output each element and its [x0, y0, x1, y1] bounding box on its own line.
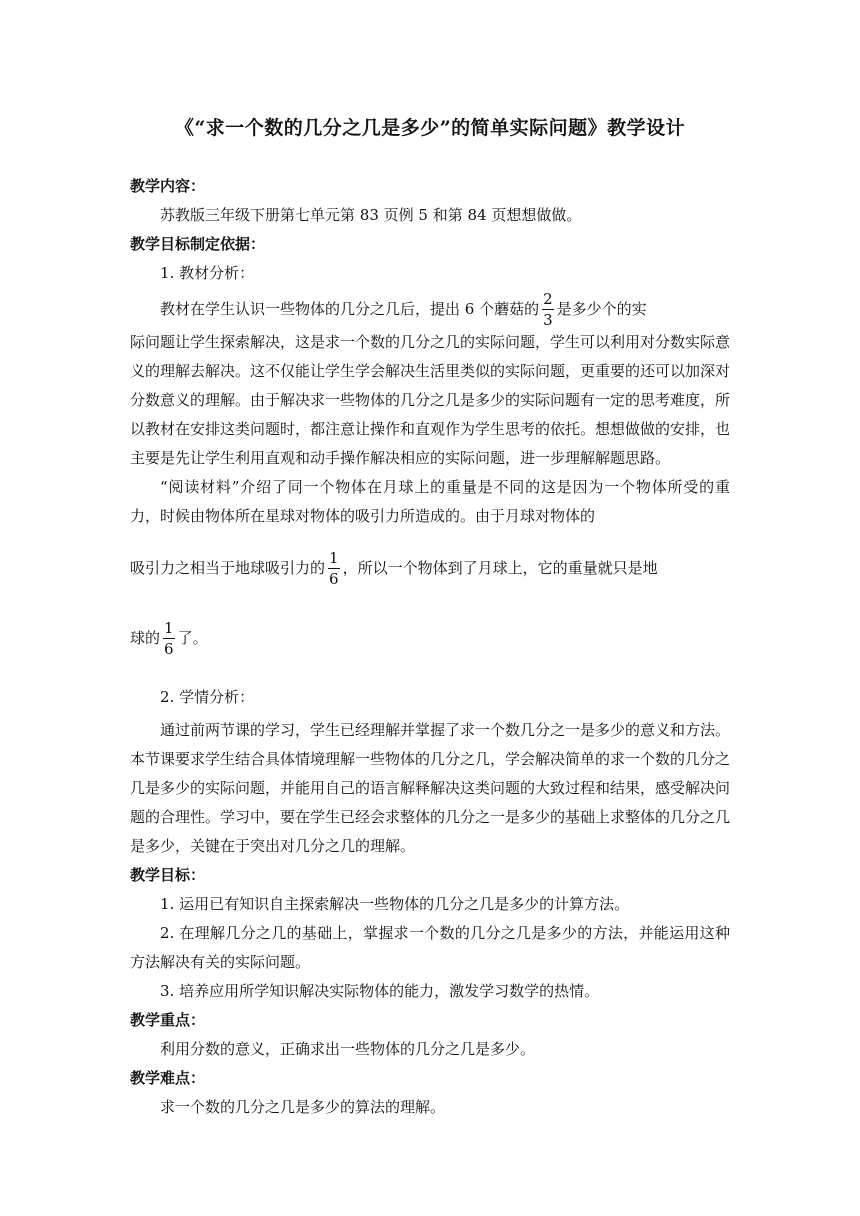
textbook-text-before: 教材在学生认识一些物体的几分之几后，提出 6 个蘑菇的 — [160, 300, 540, 318]
reading-text-before-2: 球的 — [130, 629, 161, 647]
fraction-numerator: 1 — [329, 549, 339, 567]
fraction-denominator: 3 — [543, 311, 553, 329]
key-text: 利用分数的意义，正确求出一些物体的几分之几是多少。 — [160, 1040, 536, 1058]
reading-paragraph: “阅读材料”介绍了同一个物体在月球上的重量是不同的这是因为一个物体所受的重力，时候由物体所在星球对物体的吸引力所造成的。由于月球对物体的 — [130, 478, 730, 525]
reading-text-after-2: 了。 — [177, 629, 208, 647]
fraction-one-sixth-2 — [163, 621, 175, 657]
goal-item-2: 2. 在理解几分之几的基础上，掌握求一个数的几分之几是多少的方法，并能运用这种方法解决有关的实际问题。 — [130, 924, 730, 971]
fraction-numerator: 1 — [164, 619, 174, 637]
content-text: 苏教版三年级下册第七单元第 83 页例 5 和第 84 页想想做做。 — [160, 206, 582, 224]
learning-paragraph: 通过前两节课的学习，学生已经理解并掌握了求一个数几分之一是多少的意义和方法。本节课要求学生结合具体情境理解一些物体的几分之几，学会解决简单的求一个数的几分之几是多少的实际问题，并能用自己的语言解释解决这类问题的大致过程和结果，感受解决问题的合理性。学习中，要在学生已经会求整体的几分之一是多少的基础上求整体的几分之几是多少，关键在于突出对几分之几的理解。 — [130, 721, 731, 855]
fraction-denominator: 6 — [164, 640, 174, 658]
fraction-two-thirds — [542, 292, 554, 328]
reading-line-moon-gravity — [130, 543, 730, 593]
fraction-one-sixth — [328, 551, 340, 587]
goal-item-1: 1. 运用已有知识自主探索解决一些物体的几分之几是多少的计算方法。 — [160, 895, 630, 913]
basis-item-learning: 2. 学情分析： — [160, 688, 255, 706]
section-heading-key: 教学重点： — [130, 1011, 206, 1029]
goal-item-3: 3. 培养应用所学知识解决实际物体的能力，激发学习数学的热情。 — [160, 982, 600, 1000]
section-heading-basis: 教学目标制定依据： — [130, 235, 266, 253]
basis-item-textbook: 1. 教材分析： — [160, 264, 255, 282]
reading-text-after: ，所以一个物体到了月球上，它的重量就只是地 — [342, 559, 658, 577]
section-heading-content: 教学内容： — [130, 177, 206, 195]
reading-line-earth — [130, 613, 730, 663]
difficulty-text: 求一个数的几分之几是多少的算法的理解。 — [160, 1098, 446, 1116]
section-heading-goals: 教学目标： — [130, 866, 206, 884]
document-body — [130, 172, 730, 1122]
reading-text-before: 吸引力之相当于地球吸引力的 — [130, 559, 326, 577]
textbook-paragraph-rest: 际问题让学生探索解决，这是求一个数的几分之几的实际问题，学生可以利用对分数实际意义的理解去解决。这不仅能让学生学会解决生活里类似的实际问题，更重要的还可以加深对分数意义的理解。由于解决求一些物体的几分之几是多少的实际问题有一定的思考难度，所以教材在安排这类问题时，都注意让操作和直观作为学生思考的依托。想想做做的安排，也主要是先让学生利用直观和动手操作解决相应的实际问题，进一步理解解题思路。 — [130, 333, 731, 467]
fraction-numerator: 2 — [543, 290, 553, 308]
document-title: 《“求一个数的几分之几是多少”的简单实际问题》教学设计 — [174, 117, 686, 139]
section-heading-difficulty: 教学难点： — [130, 1069, 206, 1087]
fraction-denominator: 6 — [329, 570, 339, 588]
textbook-text-after: 是多少个的实 — [556, 300, 647, 318]
textbook-paragraph-line1 — [130, 292, 730, 328]
